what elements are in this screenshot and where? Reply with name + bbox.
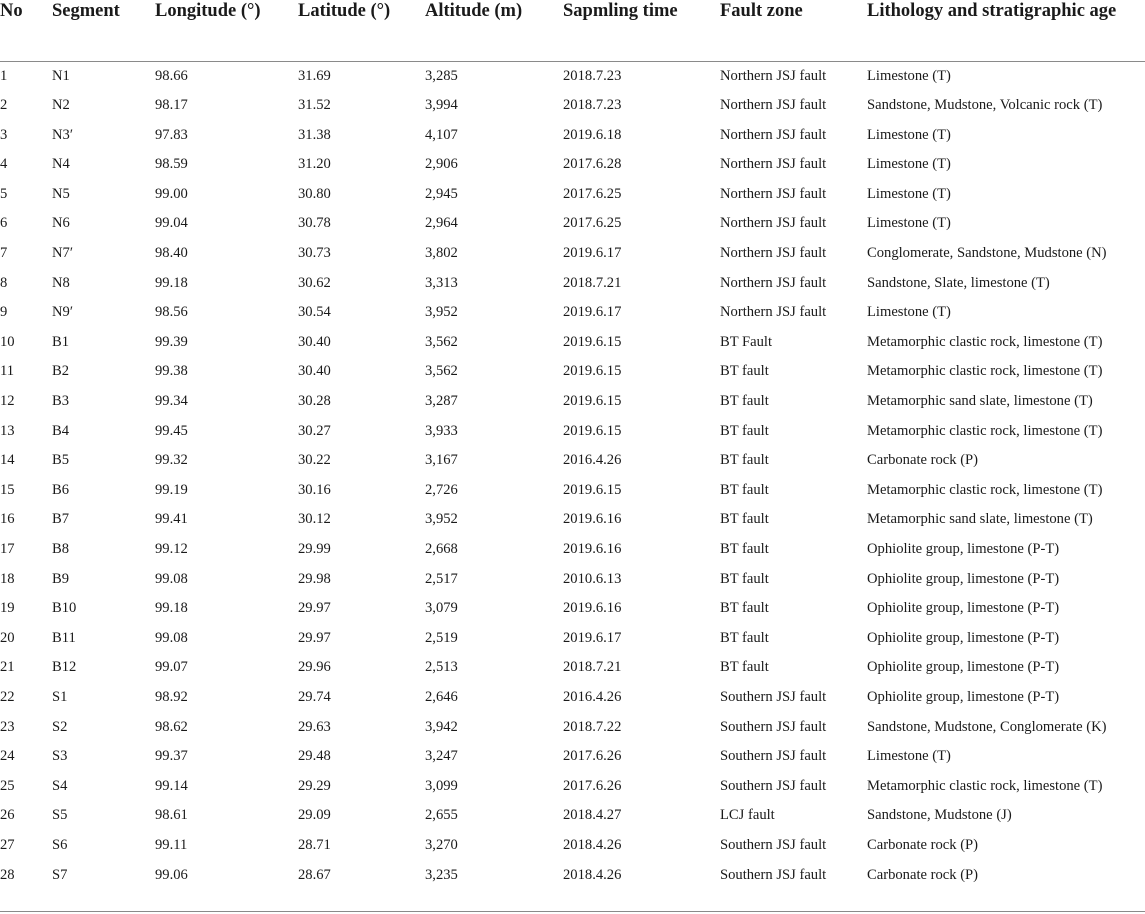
cell-col-segment: N7′ (52, 245, 74, 262)
cell-col-altitude: 3,562 (425, 333, 458, 350)
cell-col-lithology: Carbonate rock (P) (867, 866, 979, 883)
cell-col-no: 26 (0, 807, 15, 824)
table-row (0, 239, 1145, 269)
table-row (0, 150, 1145, 180)
cell-col-altitude: 4,107 (425, 126, 458, 143)
cell-col-segment: N5 (52, 185, 70, 202)
table-row (0, 861, 1145, 891)
cell-col-longitude: 99.11 (155, 836, 188, 853)
cell-col-fault-zone: Northern JSJ fault (720, 215, 827, 232)
header-col-sampling-time: Sapmling time (563, 0, 720, 61)
cell-col-latitude: 29.29 (298, 777, 331, 794)
cell-col-fault-zone: BT Fault (720, 333, 773, 350)
header-col-longitude: Longitude (°) (155, 0, 298, 61)
cell-col-fault-zone: BT fault (720, 600, 769, 617)
cell-col-longitude: 97.83 (155, 126, 188, 143)
cell-col-altitude: 3,235 (425, 866, 458, 883)
cell-col-latitude: 29.63 (298, 718, 331, 735)
cell-col-latitude: 31.38 (298, 126, 331, 143)
cell-col-latitude: 30.27 (298, 422, 331, 439)
cell-col-fault-zone: Southern JSJ fault (720, 836, 827, 853)
cell-col-sampling-time: 2016.4.26 (563, 688, 622, 705)
cell-col-segment: S5 (52, 807, 68, 824)
cell-col-altitude: 3,270 (425, 836, 458, 853)
table-row (0, 565, 1145, 595)
cell-col-segment: N2 (52, 97, 70, 114)
cell-col-lithology: Metamorphic sand slate, limestone (T) (867, 393, 1093, 410)
cell-col-segment: B5 (52, 452, 70, 469)
cell-col-sampling-time: 2018.7.22 (563, 718, 622, 735)
cell-col-altitude: 3,562 (425, 363, 458, 380)
cell-col-fault-zone: Northern JSJ fault (720, 67, 827, 84)
cell-col-latitude: 28.71 (298, 836, 331, 853)
cell-col-no: 5 (0, 185, 8, 202)
cell-col-segment: B1 (52, 333, 70, 350)
cell-col-segment: S1 (52, 688, 68, 705)
cell-col-sampling-time: 2019.6.15 (563, 422, 622, 439)
table-row (0, 683, 1145, 713)
cell-col-segment: B3 (52, 393, 70, 410)
cell-col-longitude: 98.40 (155, 245, 188, 262)
cell-col-segment: B8 (52, 541, 70, 557)
cell-col-longitude: 99.32 (155, 452, 188, 469)
cell-col-lithology: Limestone (T) (867, 748, 951, 765)
table-row (0, 624, 1145, 654)
cell-col-longitude: 98.17 (155, 97, 188, 114)
cell-col-latitude: 28.67 (298, 866, 331, 883)
cell-col-latitude: 30.22 (298, 452, 331, 469)
cell-col-longitude: 99.08 (155, 629, 188, 646)
cell-col-no: 6 (0, 215, 8, 232)
cell-col-no: 19 (0, 600, 15, 617)
cell-col-fault-zone: Southern JSJ fault (720, 777, 827, 794)
cell-col-altitude: 3,287 (425, 393, 458, 410)
cell-col-segment: N1 (52, 67, 70, 84)
cell-col-segment: N9′ (52, 304, 74, 321)
cell-col-lithology: Sandstone, Mudstone (J) (867, 807, 1012, 824)
cell-col-lithology: Limestone (T) (867, 304, 951, 321)
cell-col-longitude: 99.41 (155, 511, 188, 528)
cell-col-segment: B11 (52, 629, 76, 646)
cell-col-latitude: 31.69 (298, 67, 331, 84)
cell-col-fault-zone: BT fault (720, 422, 769, 439)
table-row (0, 180, 1145, 210)
cell-col-lithology: Limestone (T) (867, 156, 951, 173)
cell-col-sampling-time: 2018.7.23 (563, 67, 622, 84)
cell-col-sampling-time: 2017.6.25 (563, 185, 622, 202)
table-row (0, 535, 1145, 565)
cell-col-altitude: 2,668 (425, 541, 458, 557)
cell-col-sampling-time: 2019.6.17 (563, 629, 622, 646)
cell-col-longitude: 99.37 (155, 748, 188, 765)
cell-col-longitude: 99.19 (155, 481, 188, 498)
cell-col-longitude: 99.06 (155, 866, 188, 883)
cell-col-altitude: 3,099 (425, 777, 458, 794)
cell-col-lithology: Conglomerate, Sandstone, Mudstone (N) (867, 245, 1107, 262)
cell-col-fault-zone: Northern JSJ fault (720, 245, 827, 262)
cell-col-fault-zone: BT fault (720, 629, 769, 646)
cell-col-altitude: 3,285 (425, 67, 458, 84)
cell-col-latitude: 29.09 (298, 807, 331, 824)
cell-col-longitude: 99.12 (155, 541, 188, 557)
cell-col-sampling-time: 2019.6.15 (563, 393, 622, 410)
header-col-altitude: Altitude (m) (425, 0, 563, 61)
cell-col-latitude: 30.12 (298, 511, 331, 528)
cell-col-segment: S4 (52, 777, 68, 794)
cell-col-no: 12 (0, 393, 15, 410)
cell-col-lithology: Ophiolite group, limestone (P-T) (867, 570, 1060, 587)
table-row (0, 298, 1145, 328)
cell-col-fault-zone: BT fault (720, 659, 769, 676)
cell-col-no: 25 (0, 777, 15, 794)
cell-col-altitude: 2,519 (425, 629, 458, 646)
cell-col-sampling-time: 2010.6.13 (563, 570, 622, 587)
cell-col-altitude: 3,802 (425, 245, 458, 262)
cell-col-fault-zone: BT fault (720, 363, 769, 380)
cell-col-sampling-time: 2018.7.23 (563, 97, 622, 114)
cell-col-no: 23 (0, 718, 15, 735)
cell-col-lithology: Sandstone, Mudstone, Conglomerate (K) (867, 718, 1107, 735)
cell-col-longitude: 98.61 (155, 807, 188, 824)
header-col-no: No (0, 0, 52, 61)
cell-col-altitude: 2,964 (425, 215, 458, 232)
cell-col-latitude: 29.98 (298, 570, 331, 587)
header-col-segment: Segment (52, 0, 155, 61)
cell-col-latitude: 30.40 (298, 333, 331, 350)
cell-col-altitude: 3,952 (425, 304, 458, 321)
cell-col-longitude: 98.62 (155, 718, 188, 735)
cell-col-sampling-time: 2019.6.17 (563, 245, 622, 262)
cell-col-latitude: 29.97 (298, 600, 331, 617)
cell-col-no: 13 (0, 422, 15, 439)
cell-col-latitude: 29.96 (298, 659, 331, 676)
cell-col-no: 20 (0, 629, 15, 646)
cell-col-sampling-time: 2018.4.26 (563, 836, 622, 853)
cell-col-latitude: 30.80 (298, 185, 331, 202)
cell-col-lithology: Ophiolite group, limestone (P-T) (867, 600, 1060, 617)
cell-col-sampling-time: 2019.6.15 (563, 363, 622, 380)
table-row (0, 742, 1145, 772)
cell-col-latitude: 30.28 (298, 393, 331, 410)
cell-col-longitude: 99.18 (155, 274, 188, 291)
cell-col-lithology: Metamorphic clastic rock, limestone (T) (867, 363, 1103, 380)
cell-col-latitude: 29.74 (298, 688, 331, 705)
cell-col-segment: B4 (52, 422, 70, 439)
cell-col-longitude: 99.45 (155, 422, 188, 439)
cell-col-altitude: 3,942 (425, 718, 458, 735)
cell-col-fault-zone: Northern JSJ fault (720, 274, 827, 291)
cell-col-latitude: 30.73 (298, 245, 331, 262)
cell-col-no: 24 (0, 748, 15, 765)
cell-col-no: 17 (0, 541, 15, 557)
cell-col-segment: N4 (52, 156, 70, 173)
cell-col-fault-zone: Southern JSJ fault (720, 748, 827, 765)
cell-col-longitude: 99.38 (155, 363, 188, 380)
cell-col-sampling-time: 2017.6.26 (563, 777, 622, 794)
cell-col-segment: B7 (52, 511, 70, 528)
cell-col-sampling-time: 2018.4.26 (563, 866, 622, 883)
header-col-latitude: Latitude (°) (298, 0, 425, 61)
cell-col-lithology: Carbonate rock (P) (867, 836, 979, 853)
cell-col-latitude: 29.99 (298, 541, 331, 557)
cell-col-latitude: 30.62 (298, 274, 331, 291)
cell-col-lithology: Metamorphic clastic rock, limestone (T) (867, 481, 1103, 498)
cell-col-sampling-time: 2019.6.18 (563, 126, 622, 143)
cell-col-latitude: 30.40 (298, 363, 331, 380)
cell-col-lithology: Limestone (T) (867, 67, 951, 84)
cell-col-lithology: Ophiolite group, limestone (P-T) (867, 541, 1060, 557)
cell-col-sampling-time: 2019.6.15 (563, 481, 622, 498)
cell-col-segment: N6 (52, 215, 70, 232)
table-row (0, 505, 1145, 535)
cell-col-longitude: 99.14 (155, 777, 188, 794)
cell-col-no: 28 (0, 866, 15, 883)
cell-col-altitude: 2,945 (425, 185, 458, 202)
cell-col-lithology: Limestone (T) (867, 126, 951, 143)
cell-col-sampling-time: 2018.7.21 (563, 274, 622, 291)
header-col-lithology: Lithology and stratigraphic age (867, 0, 1145, 61)
cell-col-no: 21 (0, 659, 15, 676)
cell-col-fault-zone: BT fault (720, 393, 769, 410)
cell-col-fault-zone: BT fault (720, 511, 769, 528)
cell-col-sampling-time: 2017.6.26 (563, 748, 622, 765)
cell-col-latitude: 30.78 (298, 215, 331, 232)
cell-col-altitude: 3,952 (425, 511, 458, 528)
table-row (0, 91, 1145, 121)
cell-col-lithology: Metamorphic sand slate, limestone (T) (867, 511, 1093, 528)
cell-col-no: 4 (0, 156, 8, 173)
cell-col-segment: S3 (52, 748, 68, 765)
cell-col-altitude: 2,655 (425, 807, 458, 824)
cell-col-altitude: 2,513 (425, 659, 458, 676)
cell-col-fault-zone: Northern JSJ fault (720, 304, 827, 321)
cell-col-sampling-time: 2018.7.21 (563, 659, 622, 676)
cell-col-no: 9 (0, 304, 8, 321)
cell-col-longitude: 99.04 (155, 215, 188, 232)
header-row (0, 0, 1145, 61)
cell-col-sampling-time: 2019.6.16 (563, 511, 622, 528)
cell-col-sampling-time: 2018.4.27 (563, 807, 622, 824)
cell-col-lithology: Limestone (T) (867, 215, 951, 232)
cell-col-segment: B10 (52, 600, 77, 617)
cell-col-no: 14 (0, 452, 15, 469)
cell-col-longitude: 99.07 (155, 659, 188, 676)
cell-col-no: 11 (0, 363, 15, 380)
cell-col-segment: B6 (52, 481, 70, 498)
cell-col-altitude: 2,906 (425, 156, 458, 173)
cell-col-fault-zone: Southern JSJ fault (720, 688, 827, 705)
cell-col-segment: B12 (52, 659, 77, 676)
table-row (0, 417, 1145, 447)
cell-col-segment: S7 (52, 866, 68, 883)
cell-col-lithology: Limestone (T) (867, 185, 951, 202)
cell-col-no: 22 (0, 688, 15, 705)
cell-col-fault-zone: BT fault (720, 481, 769, 498)
cell-col-lithology: Metamorphic clastic rock, limestone (T) (867, 777, 1103, 794)
cell-col-no: 15 (0, 481, 15, 498)
table-row (0, 269, 1145, 299)
cell-col-segment: B9 (52, 570, 70, 587)
cell-col-sampling-time: 2017.6.28 (563, 156, 622, 173)
cell-col-fault-zone: Northern JSJ fault (720, 97, 827, 114)
table-row (0, 121, 1145, 151)
cell-col-latitude: 29.97 (298, 629, 331, 646)
cell-col-longitude: 98.59 (155, 156, 188, 173)
cell-col-no: 8 (0, 274, 8, 291)
table-row (0, 61, 1145, 91)
cell-col-longitude: 98.92 (155, 688, 188, 705)
cell-col-altitude: 3,313 (425, 274, 458, 291)
cell-col-lithology: Sandstone, Mudstone, Volcanic rock (T) (867, 97, 1103, 114)
cell-col-sampling-time: 2017.6.25 (563, 215, 622, 232)
cell-col-longitude: 99.39 (155, 333, 188, 350)
cell-col-latitude: 31.52 (298, 97, 331, 114)
cell-col-fault-zone: LCJ fault (720, 807, 775, 824)
cell-col-altitude: 3,167 (425, 452, 458, 469)
table-bottom-rule (0, 911, 1145, 912)
cell-col-altitude: 3,994 (425, 97, 458, 114)
cell-col-fault-zone: BT fault (720, 452, 769, 469)
cell-col-fault-zone: Northern JSJ fault (720, 126, 827, 143)
table-row (0, 387, 1145, 417)
cell-col-sampling-time: 2019.6.15 (563, 333, 622, 350)
cell-col-segment: S2 (52, 718, 68, 735)
cell-col-fault-zone: Southern JSJ fault (720, 718, 827, 735)
cell-col-fault-zone: Southern JSJ fault (720, 866, 827, 883)
cell-col-altitude: 3,247 (425, 748, 458, 765)
cell-col-latitude: 30.16 (298, 481, 331, 498)
cell-col-lithology: Metamorphic clastic rock, limestone (T) (867, 333, 1103, 350)
cell-col-fault-zone: Northern JSJ fault (720, 156, 827, 173)
table-row (0, 357, 1145, 387)
cell-col-lithology: Metamorphic clastic rock, limestone (T) (867, 422, 1103, 439)
cell-col-segment: B2 (52, 363, 70, 380)
cell-col-longitude: 98.66 (155, 67, 188, 84)
table-body (0, 61, 1145, 890)
table-row (0, 713, 1145, 743)
cell-col-segment: S6 (52, 836, 68, 853)
cell-col-fault-zone: BT fault (720, 541, 769, 557)
table-row (0, 594, 1145, 624)
table-header (0, 0, 1145, 61)
cell-col-altitude: 2,646 (425, 688, 458, 705)
cell-col-no: 7 (0, 245, 8, 262)
cell-col-lithology: Carbonate rock (P) (867, 452, 979, 469)
cell-col-lithology: Ophiolite group, limestone (P-T) (867, 688, 1060, 705)
table-row (0, 446, 1145, 476)
cell-col-sampling-time: 2019.6.16 (563, 600, 622, 617)
table-row (0, 653, 1145, 683)
cell-col-lithology: Sandstone, Slate, limestone (T) (867, 274, 1050, 291)
cell-col-fault-zone: BT fault (720, 570, 769, 587)
cell-col-segment: N3′ (52, 126, 74, 143)
cell-col-latitude: 30.54 (298, 304, 331, 321)
cell-col-latitude: 29.48 (298, 748, 331, 765)
cell-col-no: 2 (0, 97, 8, 114)
table-row (0, 772, 1145, 802)
cell-col-longitude: 99.34 (155, 393, 188, 410)
table-row (0, 831, 1145, 861)
cell-col-altitude: 2,517 (425, 570, 458, 587)
cell-col-altitude: 3,933 (425, 422, 458, 439)
header-col-fault-zone: Fault zone (720, 0, 867, 61)
cell-col-sampling-time: 2016.4.26 (563, 452, 622, 469)
cell-col-altitude: 2,726 (425, 481, 458, 498)
cell-col-no: 1 (0, 67, 8, 84)
table-row (0, 328, 1145, 358)
cell-col-no: 27 (0, 836, 15, 853)
cell-col-no: 3 (0, 126, 8, 143)
cell-col-sampling-time: 2019.6.16 (563, 541, 622, 557)
cell-col-lithology: Ophiolite group, limestone (P-T) (867, 629, 1060, 646)
cell-col-no: 10 (0, 333, 15, 350)
cell-col-altitude: 3,079 (425, 600, 458, 617)
cell-col-longitude: 98.56 (155, 304, 188, 321)
table-row (0, 801, 1145, 831)
cell-col-sampling-time: 2019.6.17 (563, 304, 622, 321)
table-row (0, 476, 1145, 506)
cell-col-fault-zone: Northern JSJ fault (720, 185, 827, 202)
cell-col-no: 18 (0, 570, 15, 587)
cell-col-longitude: 99.08 (155, 570, 188, 587)
cell-col-latitude: 31.20 (298, 156, 331, 173)
cell-col-no: 16 (0, 511, 15, 528)
cell-col-lithology: Ophiolite group, limestone (P-T) (867, 659, 1060, 676)
cell-col-longitude: 99.00 (155, 185, 188, 202)
cell-col-longitude: 99.18 (155, 600, 188, 617)
table-row (0, 209, 1145, 239)
cell-col-segment: N8 (52, 274, 70, 291)
